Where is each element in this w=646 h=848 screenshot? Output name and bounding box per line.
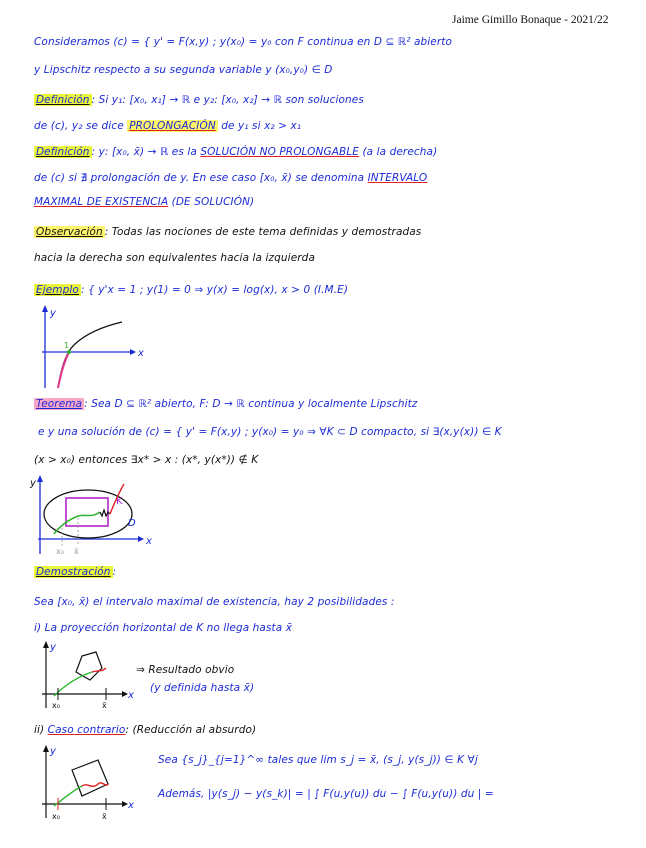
caso-contrario-term: Caso contrario xyxy=(47,724,126,736)
result-defined: (y definida hasta x̄) xyxy=(150,682,255,694)
observation-label: Observación xyxy=(36,226,103,238)
text-line-2: y Lipschitz respecto a su segunda variable y (x₀,y₀) ∈ D xyxy=(34,64,333,76)
theorem-text-3: (x > x₀) entonces ∃x* > x : (x*, y(x*)) ∉ K xyxy=(34,454,259,466)
definition-1-text: : Si y₁: [x₀, x₁] → ℝ e y₂: [x₀, x₂] → ℝ son soluciones xyxy=(91,94,364,106)
fig3-axis-x: x xyxy=(128,690,134,701)
fig3-tick-xbar: x̄ xyxy=(102,701,107,710)
case-1: i) La proyección horizontal de K no llega hasta x̄ xyxy=(34,622,293,634)
fig2-label-k: K xyxy=(116,496,123,507)
example xyxy=(34,284,348,296)
observation xyxy=(34,226,421,238)
intervalo-term: INTERVALO xyxy=(367,172,428,184)
definition-2-cont2 xyxy=(34,196,254,208)
fig2-axis-x: x xyxy=(146,536,152,547)
fig2-tick-x0: x₀ xyxy=(56,547,64,556)
case-2 xyxy=(34,724,256,736)
figure-compact-set xyxy=(28,474,158,559)
fig4-axis-y: y xyxy=(50,746,56,757)
demonstration-label: Demostración xyxy=(36,566,111,578)
case-2-text: : (Reducción al absurdo) xyxy=(125,724,257,736)
definition-1-cont xyxy=(34,120,301,132)
fig4-tick-x0: x₀ xyxy=(52,812,60,821)
solucion-no-prolongable-term: SOLUCIÓN NO PROLONGABLE xyxy=(200,146,360,158)
fig3-axis-y: y xyxy=(50,642,56,653)
definition-label: Definición xyxy=(36,94,90,106)
theorem-text-1: : Sea D ⊆ ℝ² abierto, F: D → ℝ continua y localmente Lipschitz xyxy=(84,398,418,410)
def2-part-c: de (c) si ∄ prolongación de y. En ese caso [x₀, x̄) se denomina xyxy=(34,172,368,184)
fig4-tick-xbar: x̄ xyxy=(102,812,107,821)
ademas-text: Además, |y(s_j) − y(s_k)| = | ∫ F(u,y(u)) du − ∫ F(u,y(u)) du | = xyxy=(158,788,494,800)
definition-2-cont xyxy=(34,172,427,184)
example-text: : { y'x = 1 ; y(1) = 0 ⇒ y(x) = log(x), x > 0 (I.M.E) xyxy=(80,284,349,296)
fig2-label-d: D xyxy=(128,518,136,529)
def2-part-b: (a la derecha) xyxy=(359,146,438,158)
fig1-axis-y: y xyxy=(50,308,56,319)
fig2-axis-y: y xyxy=(30,478,36,489)
def2-part-a: : y: [x₀, x̄) → ℝ es la xyxy=(91,146,201,158)
result-obvious: ⇒ Resultado obvio xyxy=(136,664,235,676)
theorem-text-2: e y una solución de (c) = { y' = F(x,y) ; y(x₀) = y₀ ⇒ ∀K ⊂ D compacto, si ∃(x,y(x)) ∈ K xyxy=(38,426,502,438)
text-line-1: Consideramos (c) = { y' = F(x,y) ; y(x₀) = y₀ con F continua en D ⊆ ℝ² abierto xyxy=(34,36,452,48)
definition-1 xyxy=(34,94,364,106)
example-label: Ejemplo xyxy=(36,284,79,296)
def1-part-a: de (c), y₂ se dice xyxy=(34,120,128,132)
fig1-point-label: 1 xyxy=(64,341,70,350)
def1-part-b: de y₁ si x₂ > x₁ xyxy=(217,120,302,132)
maximal-term: MAXIMAL DE EXISTENCIA xyxy=(34,196,169,208)
theorem-label: Teorema xyxy=(36,398,83,410)
theorem xyxy=(34,398,417,410)
figure-log-curve xyxy=(30,302,150,392)
fig1-axis-x: x xyxy=(138,348,144,359)
figure-case-1 xyxy=(36,640,136,710)
figure-case-2 xyxy=(36,744,136,822)
fig2-tick-xbar: x̄ xyxy=(74,547,79,556)
case-2-prefix: ii) xyxy=(34,724,48,736)
fig4-axis-x: x xyxy=(128,800,134,811)
def2-part-d: (DE SOLUCIÓN) xyxy=(168,196,255,208)
demonstration-text: Sea [x₀, x̄) el intervalo maximal de existencia, hay 2 posibilidades : xyxy=(34,596,395,608)
author-header: Jaime Gimillo Bonaque - 2021/22 xyxy=(452,14,609,26)
prolongacion-term: PROLONGACIÓN xyxy=(129,120,216,132)
definition-label-2: Definición xyxy=(36,146,90,158)
sequence-text: Sea {s_j}_{j=1}^∞ tales que lim s_j = x̄, (s_j, y(s_j)) ∈ K ∀j xyxy=(158,754,478,766)
observation-text: : Todas las nociones de este tema definidas y demostradas xyxy=(104,226,422,238)
observation-cont: hacia la derecha son equivalentes hacia la izquierda xyxy=(34,252,315,264)
definition-2 xyxy=(34,146,437,158)
demonstration-colon: : xyxy=(112,566,117,578)
demonstration-label-line xyxy=(34,566,116,578)
fig3-tick-x0: x₀ xyxy=(52,701,60,710)
